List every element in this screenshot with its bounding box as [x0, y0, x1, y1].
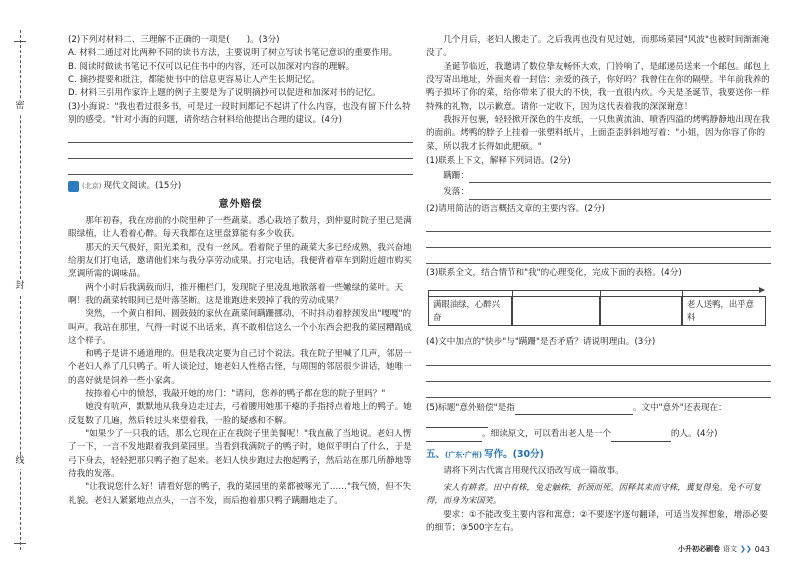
left-column — [68, 34, 413, 508]
option-c: C. 摘抄提要和批注，都能使书中的信息更容易让人产生长期记忆。 — [68, 74, 321, 85]
answer-line[interactable] — [426, 218, 771, 232]
section-region-tag: (北京) — [82, 182, 102, 191]
vocab-row — [426, 170, 771, 183]
question-5-text: 。细读原文，可以看出老人是一个 — [482, 429, 611, 440]
vocab-term: 发落： — [443, 187, 469, 198]
binding-mark — [14, 540, 26, 544]
option-a: A. 材料二通过对比两种不同的读书方法，主要说明了树立写读书笔记意识的重要作用。 — [68, 48, 398, 59]
answer-line[interactable] — [68, 161, 413, 175]
plot-end-text: 老人送鸭，出乎意料 — [687, 299, 754, 323]
section-5-header — [426, 448, 771, 463]
section-region-tag: (广东·广州) — [445, 450, 483, 459]
answer-line[interactable] — [426, 384, 771, 398]
question-1: (1)联系上下文，解释下列词语。(2分) — [426, 155, 571, 166]
option-b: B. 阅读时做读书笔记不仅可以记住书中的内容，还可以加深对内容的理解。 — [68, 61, 355, 72]
story-paragraph: 按捺着心中的愤怒，我敲开她的房门："请问，您养的鸭子都在您的院子里吗？" — [85, 389, 386, 400]
story-paragraph: 突然，一个黄白相间、圆鼓鼓的家伙在蔬菜间蹒跚挪动，不时抖动着脖颈发出"嘎嘎"的叫声。我站在那里，气得一时说不出话来，真不敢相信这么一个小东西会把我的菜园糟蹋成这个样子。 — [68, 309, 412, 346]
answer-line[interactable] — [426, 368, 771, 382]
plot-diagram — [426, 284, 771, 334]
binding-char-xian: 线 — [13, 455, 27, 469]
writing-requirements: 要求：①不能改变主要内容和寓意；②不要逐字逐句翻译，可适当发挥想象，增添必要的细节；③500字左右。 — [426, 509, 768, 533]
vocab-row — [426, 186, 771, 199]
binding-char-feng: 封 — [13, 280, 27, 294]
page-number: 043 — [754, 544, 770, 554]
story-paragraph: 我拆开包裹，轻轻掀开深色的牛皮纸，一只焦黄流油、喷香四溢的烤鸭静静地出现在我的面前。烤鸭的脖子上挂着一张塑料纸片，上面歪歪斜斜地写着："小姐，因为你容了你的菜，所以我才长得如此肥硕。" — [426, 114, 770, 152]
plot-box-start — [428, 296, 512, 326]
fill-blank[interactable] — [426, 417, 488, 428]
section-5-label: 写作。(30分) — [484, 448, 544, 460]
story-paragraph: 几个月后，老妇人搬走了。之后我再也没有见过她，而那场菜园"风波"也被时间渐渐淹没了。 — [426, 35, 770, 59]
story-title: 意外赔偿 — [218, 198, 263, 210]
fill-blank[interactable] — [515, 404, 633, 415]
story-paragraph: "如果少了一只我的话，那么它现在正在我院子里美餐呢！"我直截了当地说。老妇人愣了一下，一言不发地跟着我到菜园里。当看到我满院子的鸭子时，她似乎明白了什么，于是弓下身去，轻轻把那只鸭子抱了起来。老妇人快步跑过去抱起鸭子，然后站在那几所静地等待我的发落。 — [68, 429, 412, 479]
question-3: (3)小海说："我也看过很多书，可是过一段时间都记不起讲了什么内容，也没有留下什么特别的感受。"针对小海的问题，请你结合材料给他提出合理的建议。(4分) — [68, 101, 411, 125]
plot-box-end — [682, 296, 766, 326]
story-paragraph: 她没有吭声，默默地从我身边走过去，弓着腰用她那干瘪的手指捋点着地上的鸭子。她反复数了几遍，然后转过头来望着我，一脸的疑惑和不解。 — [68, 402, 412, 426]
chevron-right-icon: ❯❯ — [739, 545, 752, 554]
fill-blank[interactable] — [426, 431, 482, 442]
answer-line[interactable] — [426, 352, 771, 366]
vocab-answer-line[interactable] — [469, 171, 771, 183]
right-column — [426, 34, 771, 535]
answer-line[interactable] — [426, 250, 771, 264]
question-5-text: 。文中"意外"还表现在： — [632, 402, 727, 413]
binding-char-mi: 密 — [13, 100, 27, 114]
option-d: D. 材料三引用作家许上题的例子主要是为了说明摘抄可以促进和加深对书的记忆。 — [68, 88, 381, 99]
question-5 — [426, 402, 771, 442]
section-pen-icon — [68, 181, 79, 192]
story-paragraph: 圣诞节临近，我邀请了数位挚友畅怀大欢，门铃响了，是邮递员送来一个邮包。邮包上没写寄出地址，外面夹着一封信：亲爱的孩子，你好吗？我曾住在你的隔壁。半年前我养的鸭子损坏了你的菜，给你带来了很大的不快，我一直很内疚。今天是圣诞节，我要送你一样特殊的礼物，以示歉意。请你一定收下，因为这代表着我的深深谢意！ — [426, 61, 770, 112]
story-paragraph: 那年初春，我在房前的小院里种了一些蔬菜。悉心栽培了数月，到仲夏时院子里已是满眼绿植，让人看着心醉。每天我都在这里盘算能有多少收获。 — [68, 216, 412, 240]
ancient-fable-text: 宋人有耕者。田中有株，兔走触株，折颈而死。因释其耒而守株，冀复得兔。兔不可复得，而身为宋国笑。 — [426, 481, 762, 505]
section-4-label: 现代文阅读。(15分) — [103, 181, 182, 192]
footer-subject: 语文 — [722, 545, 737, 554]
answer-line[interactable] — [68, 145, 413, 159]
page-footer — [678, 544, 770, 556]
section-5-number: 五、 — [426, 448, 446, 460]
vocab-term: 蹒跚： — [443, 171, 469, 182]
story-paragraph: 和鸭子是讲不通道理的。但是我决定要为自己讨个说法。我在院子里喊了几声，邻居一个老妇人养了几只鸭子。听人谈论过，她老妇人性格古怪，与周围的邻居很少讲话，她唯一的喜好就是饲养一些小家禽。 — [68, 349, 412, 386]
answer-line[interactable] — [68, 129, 413, 143]
story-paragraph: 两个小时后我满载而归，推开栅栏门，发现院子里凌乱地散落着一些嫩绿的菜叶。天啊！我的蔬菜转眼间已是叶落茎断。这是谁跑进来毁掉了我的劳动成果？ — [68, 282, 404, 306]
binding-margin — [0, 0, 70, 566]
question-3: (3)联系全文，结合情节和"我"的心理变化，完成下面的表格。(4分) — [426, 268, 682, 279]
writing-instruction: 请将下列古代寓言用现代汉语改写成一篇故事。 — [443, 466, 624, 477]
vocab-answer-line[interactable] — [469, 188, 771, 200]
question-2: (2)下列对材料二、三理解不正确的一项是( )。(3分) — [68, 35, 280, 45]
section-4-header — [68, 180, 413, 193]
fill-blank[interactable] — [611, 431, 671, 442]
plot-start-text: 满眼油绿，心醉兴奋 — [433, 299, 500, 323]
question-4: (4)文中加点的"快步"与"蹒跚"是否矛盾？请说明理由。(3分) — [426, 337, 656, 348]
answer-line[interactable] — [426, 234, 771, 248]
story-paragraph: "让我说您什么好！请看好您的鸭子，我的菜园里的菜都被啄光了……"我气愤，但不失礼貌。老妇人紧紧地点点头，一言不发，而后抱着那只鸭子蹒跚地走了。 — [68, 482, 412, 506]
question-5-text: (5)标题"意外赔偿"是指 — [426, 402, 515, 413]
plot-box-blank[interactable] — [512, 296, 600, 326]
footer-brand: 小升初必刷卷 — [677, 545, 720, 554]
binding-mark — [14, 38, 26, 42]
question-5-text: 的人。(4分) — [670, 429, 718, 440]
story-paragraph: 那天的天气极好，阳光柔和，没有一丝风。看着院子里的蔬菜大多已经成熟，我兴奋地给朋友们打电话，邀请他们来与我分享劳动成果。打完电话，我便背着草车到附近超市购买烹调所需的调味品。 — [68, 242, 412, 280]
question-2: (2)请用简洁的语言概括文章的主要内容。(2分) — [426, 203, 606, 214]
plot-box-blank[interactable] — [600, 296, 682, 326]
